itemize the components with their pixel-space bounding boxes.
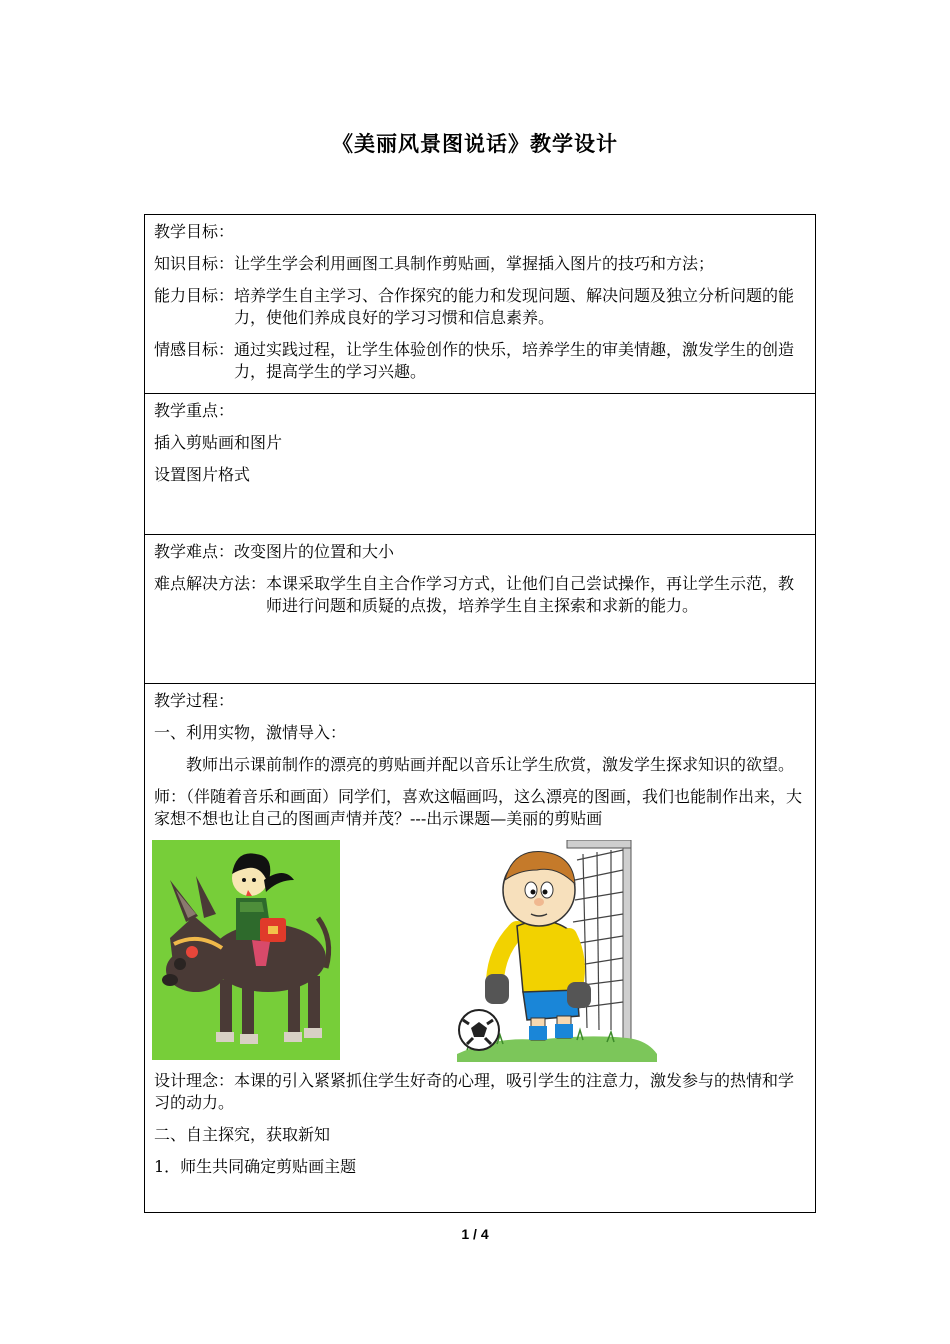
process-step-2: 二、自主探究，获取新知 [154,1125,331,1144]
difficulty-method-text: 本课采取学生自主合作学习方式，让他们自己尝试操作，再让学生示范，教师进行问题和质疑的点拨，培养学生自主探索和求新的能力。 [266,574,795,615]
process-paragraph-2: 师：（伴随着音乐和画面）同学们，喜欢这幅画吗，这么漂亮的图画，我们也能制作出来，大家想不想也让自己的图画声情并茂？---出示课题—美丽的剪贴画 [154,787,803,828]
emotion-goal [154,339,805,383]
difficulty-heading: 教学难点：改变图片的位置和大小 [154,542,395,561]
knowledge-goal [154,253,805,275]
goalkeeper-image [457,840,657,1062]
difficulty-row [145,535,816,684]
process-cell [145,684,816,1213]
goals-row [145,215,816,394]
ability-goal [154,285,805,329]
process-row [145,684,816,1213]
knowledge-goal-label: 知识目标： [154,254,235,273]
ability-goal-label: 能力目标： [154,286,235,305]
goals-cell [145,215,816,394]
design-concept: 设计理念：本课的引入紧紧抓住学生好奇的心理，吸引学生的注意力，激发参与的热情和学习的动力。 [154,1071,795,1112]
keypoints-cell [145,394,816,535]
keypoint-item: 插入剪贴画和图片 [154,433,283,452]
goals-heading: 教学目标： [154,222,235,241]
girl-on-donkey-image [152,840,340,1060]
emotion-goal-text: 通过实践过程，让学生体验创作的快乐，培养学生的审美情趣，激发学生的创造力，提高学生的学习兴趣。 [234,340,795,381]
keypoints-heading: 教学重点： [154,401,235,420]
process-step-2-item-1: 1．师生共同确定剪贴画主题 [154,1157,357,1176]
process-heading: 教学过程： [154,691,235,710]
process-paragraph-1: 教师出示课前制作的漂亮的剪贴画并配以音乐让学生欣赏，激发学生探求知识的欲望。 [186,755,795,774]
difficulty-method-label: 难点解决方法： [154,574,267,593]
difficulty-cell [145,535,816,684]
ability-goal-text: 培养学生自主学习、合作探究的能力和发现问题、解决问题及独立分析问题的能力，使他们养成良好的学习习惯和信息素养。 [234,286,795,327]
document-title: 《美丽风景图说话》教学设计 [332,131,618,156]
page-number: 1 / 4 [461,1226,489,1242]
keypoint-item: 设置图片格式 [154,465,251,484]
illustration-row [152,840,805,1062]
difficulty-method [154,573,805,617]
keypoints-row [145,394,816,535]
knowledge-goal-text: 让学生学会利用画图工具制作剪贴画，掌握插入图片的技巧和方法； [234,254,715,273]
emotion-goal-label: 情感目标： [154,340,235,359]
lesson-plan-table [144,214,816,1213]
process-step-1: 一、利用实物，激情导入： [154,723,347,742]
